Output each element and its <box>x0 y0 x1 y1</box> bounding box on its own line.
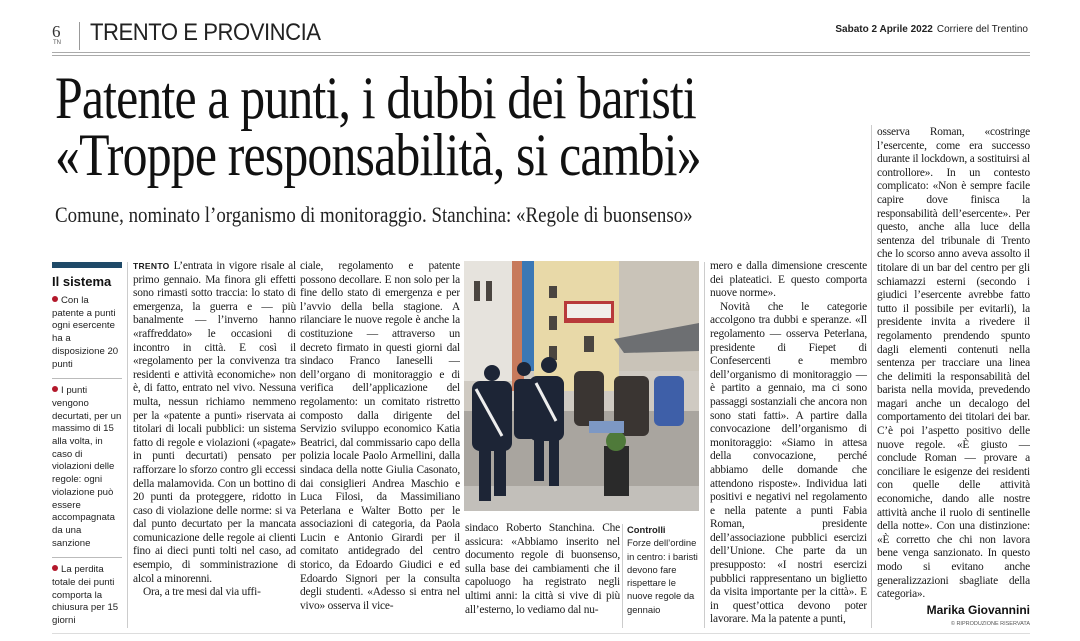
article-column-1: TRENTO L’entrata in vigore risale al primo gennaio. Ma finora gli effetti sono rimasti sotto traccia: lo stato di emergenza, la guerra e — più banalmente — l’inverno hanno «raffreddato» le occasioni di incontro in città. E così il «regolamento per la convivenza tra residenti e attività economiche» non è, di fatto, entrato nel vivo. Nessuna multa, nessun richiamo nemmeno per la «patente a punti» riservata ai titolari di locali pubblici: un sistema fatto di regole e violazioni («pagate» in punti decurtati) pensato per rafforzare lo sforzo contro gli eccessi della malamovida. Con un bottino di 20 punti da proteggere, ridotto in caso di violazione delle norme: si va dal punto decurtato per la mancata comunicazione delle regole ai clienti fino ai dieci punti tolti nel caso, ad esempio, di somministrazione di alcol a minorenni. Ora, a tre mesi dal via uffi- <box>133 260 296 599</box>
author-byline: Marika Giovannini <box>926 603 1030 617</box>
column-rule <box>871 125 872 628</box>
subheadline: Comune, nominato l’organismo di monitoraggio. Stanchina: «Regole di buonsenso» <box>55 202 693 227</box>
article-dateline: TRENTO <box>133 261 170 271</box>
article-column-5: osserva Roman, «costringe l’esercente, come era successo durante il lockdown, a sostituirsi al controllore». In un contesto complicato: «Non è sempre facile capire dove finisca la responsabilità dell’esercente». Per questo, anche alla luce della sentenza del tribunale di Trento che lo scorso anno aveva assolto il titolare di un bar del centro per gli schiamazzi esterni (secondo i giudici l’esercente avrebbe fatto tutto il possibile per evitarli), la presidente invita a rivedere il regolamento prendendo spunto dagli elementi contenuti nella sentenza per tracciare una linea che delimiti la responsabilità del barista nella movida, prevedendo magari anche un decalogo del comportamento dei titolari dei bar. C’è poi l’aspetto positivo delle nuove regole. «È giusto — conclude Roman — provare a conciliare le esigenze dei residenti con quelle delle attività economiche, dando alle nostre attività anche il ruolo di sentinelle della notte». Con una distinzione: «È corretto che chi non lavora bene venga sanzionato. In questo modo si evitano anche generalizzazioni sbagliate della categoria». <box>877 126 1030 601</box>
bullet-icon <box>52 386 58 392</box>
footer-rule <box>52 633 1030 634</box>
caption-rule <box>622 524 623 628</box>
copyright-notice: © RIPRODUZIONE RISERVATA <box>950 621 1030 627</box>
sidebar-box <box>52 262 122 641</box>
column-rule <box>127 262 128 628</box>
header-rule <box>52 52 1030 53</box>
sidebar-accent-bar <box>52 262 122 268</box>
section-title: TRENTO E PROVINCIA <box>90 19 321 46</box>
bullet-icon <box>52 565 58 571</box>
article-photo <box>464 261 699 511</box>
headline-line-1: Patente a punti, i dubbi dei baristi <box>55 65 696 131</box>
page-edition: TN <box>53 40 61 46</box>
bullet-icon <box>52 296 58 302</box>
article-paragraph: Ora, a tre mesi dal via uffi- <box>143 586 261 599</box>
column-rule <box>704 262 705 628</box>
sidebar-item: Con la patente a punti ogni esercente ha a disposizione 20 punti <box>52 295 122 379</box>
sidebar-title: Il sistema <box>52 274 112 289</box>
publication-name: Corriere del Trentino <box>936 24 1028 35</box>
headline-line-2: «Troppe responsabilità, si cambi» <box>55 122 701 188</box>
article-column-2: ciale, regolamento e patente possono decollare. E non solo per la fine dello stato di emergenza e per l’avvio della bella stagione. A rilanciare le nuove regole è anche la costituzione — attraverso un decreto firmato in questi giorni dal sindaco Franco Ianeselli — dell’organo di monitoraggio e di verifica dell’applicazione del regolamento: un comitato ristretto composto dalla dirigente del Servizio sviluppo economico Katia Beatrici, dal commissario capo della polizia locale Paolo Armellini, dalla sindaca della notte Giulia Casonato, dai consiglieri Andrea Maschio e Luca Filosi, da Massimiliano Peterlana e Walter Botto per le associazioni di categoria, da Paola Lucin e Antonio Girardi per il comitato antidegrado del centro storico, da Edoardo Giudici e ed Edoardo Signori per la consulta degli studenti. «Adesso si entra nel vivo» osserva il vice- <box>300 260 460 612</box>
caption-text: Forze dell’ordine in centro: i baristi devono fare rispettare le nuove regole da gennaio <box>627 537 698 615</box>
street-photo-carabinieri <box>464 261 699 511</box>
issue-info <box>835 24 1028 35</box>
sidebar-item: I punti vengono decurtati, per un massimo di 15 alla volta, in caso di violazioni delle regole: ogni violazione può essere accompagnata da una sanzione <box>52 385 122 558</box>
caption-title: Controlli <box>627 524 666 535</box>
header-divider <box>79 22 80 50</box>
sidebar-item: La perdita totale dei punti comporta la chiusura per 15 giorni <box>52 564 119 627</box>
header-rule <box>52 55 1030 56</box>
issue-date: Sabato 2 Aprile 2022 <box>835 24 933 35</box>
article-column-4: mero e dalla dimensione crescente dei plateatici. E questo comporta nuove norme». Novità che le categorie accolgono tra dubbi e speranze. «Il regolamento — osserva Peterlana, presidente di Fiepet di Confesercenti e membro dell’organismo di monitoraggio — è partito a gennaio, ma ci sono passaggi sostanziali che ancora non sono stati fatti». A partire dalla convocazione dell’organismo di monitoraggio: «Siamo in attesa della convocazione, perché abbiamo delle domande che attendono risposte». Individua lati positivi e negativi nel regolamento e nella patente a punti Fabia Roman, presidente dell’associazione pubblici esercizi dell’Unione. Che parte da un presupposto: «I nostri esercizi pubblici rappresentano un biglietto da visita importante per la città». E in quest’ottica devono poter lavorare. Ma la patente a punti, <box>710 260 867 626</box>
article-column-3: sindaco Roberto Stanchina. Che assicura: «Abbiamo inserito nel documento regole di buonsenso, sulla base dei cambiamenti che il capoluogo ha registrato negli ultimi anni: la città si vive di più all’esterno, lo vediamo dal nu- <box>465 522 620 616</box>
photo-caption <box>627 523 699 616</box>
page-number: 6 <box>52 22 61 41</box>
